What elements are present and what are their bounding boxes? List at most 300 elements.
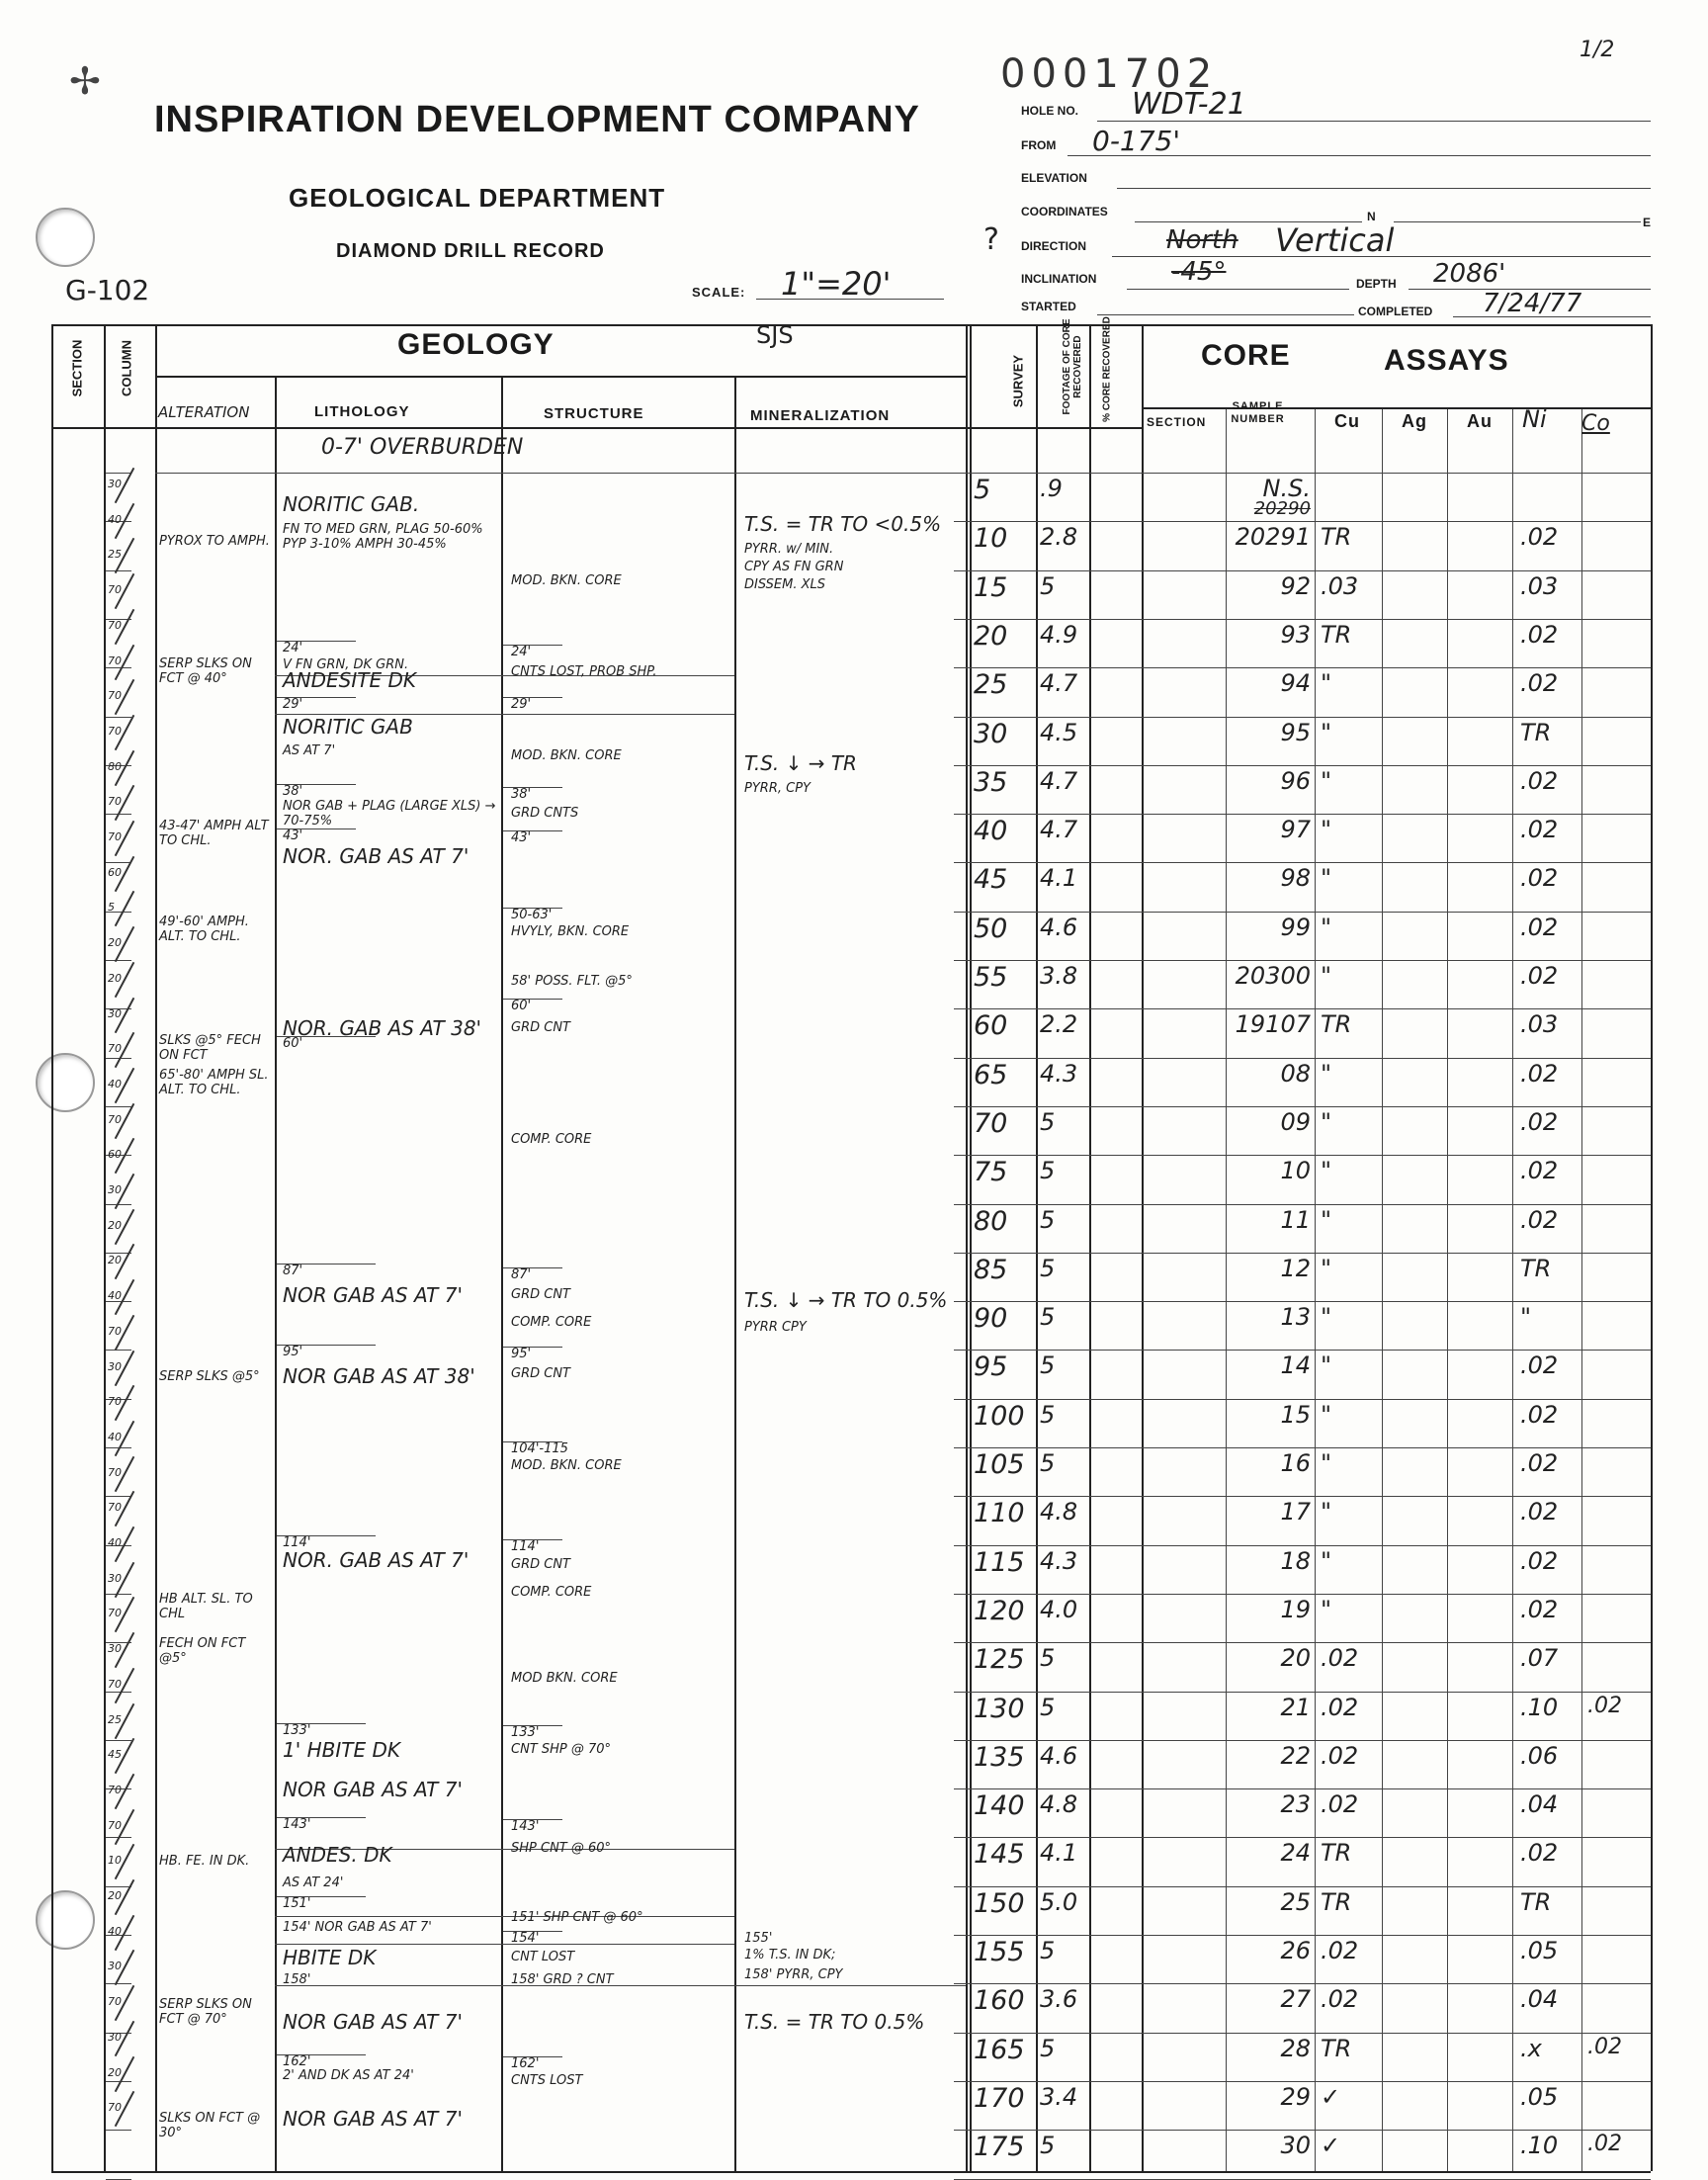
coordinates-n-label: N: [1367, 210, 1376, 223]
footage-value: 5: [1040, 1937, 1056, 1964]
cu-value: ✓: [1321, 2082, 1341, 2111]
mineralization-note: 1% T.S. IN DK;: [744, 1948, 836, 1962]
survey-value: 50: [974, 913, 1008, 944]
ni-value: .02: [1520, 1400, 1559, 1429]
column-dip-value: 40: [108, 1289, 122, 1303]
column-dip-value: 70: [108, 618, 122, 632]
hole-no-label: HOLE NO.: [1021, 104, 1079, 118]
cu-value: ": [1321, 1352, 1332, 1380]
footage-value: 5: [1040, 1254, 1056, 1282]
column-dip-value: 70: [108, 795, 122, 809]
form-id: G-102: [65, 274, 150, 306]
sample-number: 14: [1280, 1352, 1311, 1380]
column-dip-value: 30: [108, 1571, 122, 1585]
sample-number: 21: [1280, 1693, 1311, 1721]
column-tick: [106, 667, 131, 668]
elevation-label: ELEVATION: [1021, 171, 1087, 185]
survey-value: 160: [974, 1985, 1025, 2017]
footage-value: .9: [1040, 475, 1063, 502]
structure-note: GRD CNT: [511, 1366, 570, 1381]
structure-note: MOD. BKN. CORE: [511, 1458, 622, 1473]
assay-row-line: [954, 1788, 1651, 1789]
survey-value: 175: [974, 2132, 1025, 2163]
ni-value: TR: [1520, 1254, 1552, 1282]
ni-value: .02: [1520, 1107, 1559, 1136]
survey-value: 155: [974, 1937, 1025, 1967]
survey-value: 5: [974, 475, 991, 505]
column-dip-value: 70: [108, 1395, 122, 1409]
inclination-label: INCLINATION: [1021, 272, 1097, 286]
column-tick: [106, 473, 131, 474]
header-structure: STRUCTURE: [544, 405, 644, 422]
ni-value: .05: [1520, 2082, 1559, 2111]
lithology-note: AS AT 7': [283, 743, 336, 758]
cu-value: ": [1321, 1498, 1332, 1526]
structure-note: 151' SHP CNT @ 60°: [511, 1910, 643, 1925]
structure-note: CNTS LOST, PROB SHP.: [511, 664, 657, 679]
ni-value: .02: [1520, 913, 1559, 941]
column-dip-value: 20: [108, 1889, 122, 1903]
header-co: Co: [1581, 411, 1610, 436]
alteration-note: HB ALT. SL. TO CHL: [159, 1592, 253, 1621]
company-name: INSPIRATION DEVELOPMENT COMPANY: [154, 99, 920, 140]
lithology-note: FN TO MED GRN, PLAG 50-60% PYP 3-10% AMPH 30-45%: [283, 522, 483, 552]
footage-value: 4.5: [1040, 718, 1078, 746]
column-dip-value: 25: [108, 548, 122, 562]
column-dip-value: 30: [108, 1960, 122, 1973]
sample-number: 92: [1280, 571, 1311, 600]
footage-value: 5: [1040, 1449, 1056, 1477]
page-ref: 1/2: [1580, 38, 1615, 62]
ni-value: .02: [1520, 766, 1559, 795]
ni-value: .02: [1520, 1839, 1559, 1868]
column-tick: [106, 2130, 131, 2131]
column-dip-value: 70: [108, 1324, 122, 1338]
footage-value: 4.0: [1040, 1595, 1078, 1623]
lithology-note: 151': [283, 1896, 311, 1911]
alteration-note: 49'-60' AMPH. ALT. TO CHL.: [159, 915, 249, 944]
column-dip-value: 70: [108, 1607, 122, 1620]
alteration-note: SERP SLKS ON FCT @ 70°: [159, 1997, 252, 2027]
column-dip-value: 70: [108, 583, 122, 597]
structure-note: 162': [511, 2056, 540, 2071]
footage-value: 2.8: [1040, 523, 1078, 552]
column-divider: [104, 324, 106, 2171]
structure-note: CNT SHP @ 70°: [511, 1742, 612, 1757]
structure-note: 95': [511, 1347, 532, 1361]
assay-row-line: [954, 667, 1651, 668]
footage-value: 4.6: [1040, 1741, 1078, 1770]
lithology-note: NOR GAB + PLAG (LARGE XLS) → 70-75%: [283, 799, 496, 828]
header-mineralization: MINERALIZATION: [750, 407, 891, 424]
structure-note: 104'-115: [511, 1441, 568, 1456]
geologist-initials: SJS: [756, 321, 794, 349]
cu-value: .02: [1321, 1790, 1359, 1819]
ni-value: .x: [1520, 2034, 1542, 2062]
alteration-note: 43-47' AMPH ALT TO CHL.: [159, 819, 269, 848]
survey-value: 40: [974, 816, 1008, 847]
mineralization-note: T.S. ↓ → TR TO 0.5%: [744, 1288, 948, 1312]
footage-value: 5: [1040, 1107, 1056, 1136]
structure-note: 38': [511, 787, 532, 802]
column-divider: [275, 376, 277, 2171]
survey-value: 110: [974, 1498, 1025, 1529]
ni-value: .02: [1520, 1498, 1559, 1526]
mineralization-note: DISSEM. XLS: [744, 577, 825, 592]
sample-number: 15: [1280, 1400, 1311, 1429]
ni-value: .02: [1520, 1546, 1559, 1575]
document-number: 0001702: [1000, 51, 1219, 97]
lithology-note: 38': [283, 784, 303, 799]
column-dip-value: 40: [108, 1430, 122, 1443]
direction-question-mark: ?: [983, 222, 999, 257]
cu-value: TR: [1321, 2034, 1352, 2062]
assay-row-line: [954, 1106, 1651, 1107]
lithology-note: 24': [283, 641, 303, 655]
assay-row-line: [954, 960, 1651, 961]
sample-number: 24: [1280, 1839, 1311, 1868]
cu-value: ": [1321, 766, 1332, 795]
ni-value: ": [1520, 1303, 1532, 1332]
sample-number: 08: [1280, 1059, 1311, 1088]
column-dip-value: 40: [108, 1536, 122, 1550]
structure-note: MOD. BKN. CORE: [511, 748, 622, 763]
column-dip-value: 70: [108, 1042, 122, 1056]
column-dip-value: 45: [108, 1748, 122, 1762]
direction-struck-value: North: [1166, 225, 1238, 255]
column-tick: [106, 1350, 131, 1351]
lithology-note: 114': [283, 1535, 311, 1550]
corner-scribble: ✢: [69, 61, 101, 103]
header-survey: SURVEY: [1010, 354, 1026, 408]
table-left-border: [51, 324, 53, 2171]
sample-number: 22: [1280, 1741, 1311, 1770]
ni-value: .02: [1520, 1595, 1559, 1623]
inclination-value: -45°: [1171, 257, 1227, 287]
cu-value: ": [1321, 1254, 1332, 1282]
coordinates-label: COORDINATES: [1021, 205, 1108, 218]
mineralization-note: 155': [744, 1931, 773, 1946]
sample-number: 26: [1280, 1937, 1311, 1964]
footage-value: 3.6: [1040, 1985, 1078, 2014]
sample-number: 16: [1280, 1449, 1311, 1477]
column-dip-value: 30: [108, 1359, 122, 1373]
column-dip-value: 70: [108, 1818, 122, 1832]
structure-note: MOD. BKN. CORE: [511, 573, 622, 588]
header-lithology: LITHOLOGY: [314, 403, 410, 420]
footage-value: 3.8: [1040, 962, 1078, 990]
lithology-note: ANDESITE DK: [283, 668, 416, 692]
cu-value: ": [1321, 1449, 1332, 1477]
footage-value: 5: [1040, 1303, 1056, 1332]
cu-value: .02: [1321, 1741, 1359, 1770]
co-value: .02: [1587, 1693, 1622, 1718]
record-type: DIAMOND DRILL RECORD: [336, 240, 605, 262]
assay-row-line: [954, 1837, 1651, 1838]
ni-value: TR: [1520, 1887, 1552, 1916]
column-dip-value: 70: [108, 830, 122, 844]
structure-note: HVYLY, BKN. CORE: [511, 924, 630, 939]
column-divider: [1512, 407, 1513, 2171]
survey-value: 70: [974, 1107, 1008, 1139]
structure-note: SHP CNT @ 60°: [511, 1841, 612, 1856]
survey-value: 165: [974, 2034, 1025, 2065]
header-ni: Ni: [1522, 405, 1547, 433]
column-dip-value: 70: [108, 689, 122, 703]
structure-note: 154': [511, 1931, 540, 1946]
table-top-border: [51, 324, 1651, 326]
survey-value: 125: [974, 1644, 1025, 1676]
footage-value: 4.7: [1040, 816, 1078, 844]
cu-value: ": [1321, 669, 1332, 698]
cu-value: ": [1321, 816, 1332, 844]
ni-value: .06: [1520, 1741, 1559, 1770]
ni-value: .04: [1520, 1790, 1559, 1819]
structure-note: GRD CNT: [511, 1287, 570, 1302]
ni-value: .02: [1520, 523, 1559, 552]
structure-note: 50-63': [511, 908, 553, 922]
ni-value: .02: [1520, 1059, 1559, 1088]
structure-note: COMP. CORE: [511, 1132, 592, 1147]
column-dip-value: 5: [108, 901, 115, 915]
cu-value: .03: [1321, 571, 1359, 600]
survey-value: 145: [974, 1839, 1025, 1871]
mineralization-note: T.S. ↓ → TR: [744, 751, 857, 775]
from-value: 0-175': [1092, 125, 1181, 157]
ni-value: .03: [1520, 1010, 1559, 1039]
column-dip-value: 20: [108, 1218, 122, 1232]
lithology-note: NOR. GAB AS AT 38': [283, 1016, 482, 1040]
structure-note: GRD CNTS: [511, 806, 579, 821]
column-divider: [1581, 407, 1582, 2171]
cu-value: ": [1321, 718, 1332, 746]
sample-number: 12: [1280, 1254, 1311, 1282]
ni-value: .10: [1520, 2132, 1559, 2160]
column-dip-value: 20: [108, 936, 122, 950]
mineralization-note: T.S. = TR TO 0.5%: [744, 2010, 925, 2034]
ni-value: .02: [1520, 816, 1559, 844]
started-label: STARTED: [1021, 300, 1076, 313]
hole-no-value: WDT-21: [1132, 87, 1246, 122]
lithology-note: 1' HBITE DK: [283, 1738, 400, 1762]
column-divider: [1315, 407, 1316, 2171]
sample-number: 23: [1280, 1790, 1311, 1819]
sample-number-struck: 20290: [1253, 498, 1311, 519]
assay-row-line: [954, 1155, 1651, 1156]
column-dip-value: 30: [108, 1183, 122, 1197]
structure-note: 158' GRD ? CNT: [511, 1972, 614, 1987]
cu-value: ": [1321, 1400, 1332, 1429]
assay-row-line: [954, 619, 1651, 620]
assay-row-line: [954, 1642, 1651, 1643]
header-separator: [1142, 407, 1651, 409]
lithology-note: 95': [283, 1345, 303, 1359]
cu-value: ": [1321, 1546, 1332, 1575]
structure-note: 87': [511, 1267, 532, 1282]
assay-row-line: [954, 1447, 1651, 1448]
alteration-note: FECH ON FCT @5°: [159, 1636, 246, 1666]
column-dip-value: 25: [108, 1712, 122, 1726]
lithology-note: NOR GAB AS AT 7': [283, 1283, 463, 1307]
survey-value: 85: [974, 1254, 1008, 1285]
mineralization-note: CPY AS FN GRN: [744, 560, 844, 574]
structure-note: COMP. CORE: [511, 1315, 592, 1330]
sample-number: 09: [1280, 1107, 1311, 1136]
column-divider: [966, 324, 968, 2171]
department-name: GEOLOGICAL DEPARTMENT: [289, 183, 666, 213]
sample-number: 20291: [1235, 523, 1311, 552]
lithology-note: 158': [283, 1972, 311, 1987]
table-right-border: [1651, 324, 1653, 2171]
lithology-note: NOR. GAB AS AT 7': [283, 1548, 470, 1572]
ni-value: .02: [1520, 962, 1559, 990]
assay-row-line: [954, 2130, 1651, 2131]
cu-value: .02: [1321, 1985, 1359, 2014]
cu-value: ": [1321, 1205, 1332, 1234]
lithology-note: HBITE DK: [283, 1946, 377, 1969]
footage-value: 4.8: [1040, 1790, 1078, 1819]
footage-value: 4.1: [1040, 864, 1078, 893]
sample-number: 11: [1280, 1205, 1311, 1234]
header-separator: [51, 427, 966, 429]
cu-value: TR: [1321, 1010, 1352, 1039]
ni-value: .07: [1520, 1644, 1559, 1673]
footage-value: 5: [1040, 1693, 1056, 1721]
structure-note: CNTS LOST: [511, 2073, 583, 2088]
sample-number: 13: [1280, 1303, 1311, 1332]
survey-value: 45: [974, 864, 1008, 896]
cu-value: ": [1321, 1157, 1332, 1185]
column-dip-value: 40: [108, 512, 122, 526]
survey-value: 170: [974, 2082, 1025, 2114]
lithology-note: NOR GAB AS AT 38': [283, 1364, 475, 1388]
scale-value: 1"=20': [781, 265, 892, 303]
column-dip-value: 70: [108, 724, 122, 738]
mineralization-note: PYRR, CPY: [744, 781, 811, 796]
sample-number: 27: [1280, 1985, 1311, 2014]
cu-value: .02: [1321, 1693, 1359, 1721]
column-dip-value: 30: [108, 2030, 122, 2044]
footage-value: 2.2: [1040, 1010, 1078, 1039]
column-dip-value: 20: [108, 1254, 122, 1267]
structure-note: 143': [511, 1819, 540, 1834]
assay-row-line: [954, 1983, 1651, 1984]
ni-value: .02: [1520, 1449, 1559, 1477]
structure-note: 29': [511, 697, 532, 712]
header-assays: ASSAYS: [1384, 344, 1509, 377]
survey-value: 100: [974, 1400, 1025, 1432]
structure-note: 24': [511, 645, 532, 659]
column-divider: [1036, 324, 1038, 2171]
column-divider: [970, 324, 972, 2171]
lithology-note: 60': [283, 1036, 303, 1051]
column-divider: [1447, 407, 1448, 2171]
survey-value: 80: [974, 1205, 1008, 1237]
depth-label: DEPTH: [1356, 277, 1397, 291]
completed-label: COMPLETED: [1358, 305, 1433, 318]
structure-note: 114': [511, 1539, 540, 1554]
header-separator: [966, 427, 1142, 429]
survey-value: 25: [974, 669, 1008, 701]
lithology-note: NOR. GAB AS AT 7': [283, 844, 470, 868]
cu-value: ✓: [1321, 2132, 1341, 2160]
sample-number: 28: [1280, 2034, 1311, 2062]
sample-number: 19107: [1235, 1010, 1311, 1039]
cu-value: ": [1321, 1303, 1332, 1332]
ni-value: .02: [1520, 1205, 1559, 1234]
structure-note: 58' POSS. FLT. @5°: [511, 974, 633, 989]
lithology-note: NOR GAB AS AT 7': [283, 2107, 463, 2131]
cu-value: .02: [1321, 1937, 1359, 1964]
direction-label: DIRECTION: [1021, 239, 1086, 253]
column-divider: [1142, 324, 1144, 2171]
footage-value: 4.6: [1040, 913, 1078, 941]
lithology-note: 143': [283, 1817, 311, 1832]
ni-value: .02: [1520, 1157, 1559, 1185]
header-alteration: ALTERATION: [158, 403, 250, 421]
sample-number: 20300: [1235, 962, 1311, 990]
scale-label: SCALE:: [692, 285, 746, 300]
footage-value: 4.1: [1040, 1839, 1078, 1868]
column-dip-value: 70: [108, 1783, 122, 1796]
alteration-note: 65'-80' AMPH SL. ALT. TO CHL.: [159, 1068, 269, 1097]
mineralization-note: 158' PYRR, CPY: [744, 1967, 843, 1982]
footage-value: 5: [1040, 1400, 1056, 1429]
header-geology: GEOLOGY: [397, 328, 555, 361]
lithology-note: 133': [283, 1723, 311, 1738]
column-tick: [106, 1740, 131, 1741]
sample-number: 98: [1280, 864, 1311, 893]
footage-value: 5: [1040, 1157, 1056, 1185]
alteration-note: SERP SLKS ON FCT @ 40°: [159, 656, 252, 686]
assay-row-line: [954, 1350, 1651, 1351]
lithology-note: 43': [283, 828, 303, 843]
assay-row-line: [954, 1594, 1651, 1595]
header-ag: Ag: [1402, 411, 1427, 431]
column-dip-value: 30: [108, 478, 122, 490]
co-value: .02: [1587, 2034, 1622, 2059]
footage-value: 4.3: [1040, 1546, 1078, 1575]
header-sample-number: SAMPLE NUMBER: [1231, 400, 1285, 425]
sample-number: 93: [1280, 620, 1311, 649]
lithology-note: 162': [283, 2054, 311, 2069]
structure-note: COMP. CORE: [511, 1585, 592, 1600]
column-dip-value: 80: [108, 759, 122, 773]
column-divider: [1089, 324, 1091, 2171]
depth-value: 2086': [1433, 259, 1506, 289]
lithology-note: 154' NOR GAB AS AT 7': [283, 1920, 432, 1935]
cu-value: TR: [1321, 523, 1352, 552]
sample-number: N.S.: [1262, 475, 1311, 502]
survey-value: 35: [974, 766, 1008, 798]
cu-value: TR: [1321, 1887, 1352, 1916]
survey-value: 150: [974, 1887, 1025, 1919]
column-dip-value: 60: [108, 1148, 122, 1162]
column-dip-value: 20: [108, 2065, 122, 2079]
column-dip-value: 60: [108, 865, 122, 879]
column-dip-value: 70: [108, 654, 122, 667]
cu-value: ": [1321, 1059, 1332, 1088]
overburden-note: 0-7' OVERBURDEN: [321, 435, 524, 460]
sample-number: 20: [1280, 1644, 1311, 1673]
mineralization-note: PYRR CPY: [744, 1320, 807, 1335]
assay-row-line: [954, 1496, 1651, 1497]
survey-value: 105: [974, 1449, 1025, 1480]
sample-number: 95: [1280, 718, 1311, 746]
assay-row-line: [954, 1008, 1651, 1009]
survey-value: 135: [974, 1741, 1025, 1773]
survey-value: 55: [974, 962, 1008, 993]
